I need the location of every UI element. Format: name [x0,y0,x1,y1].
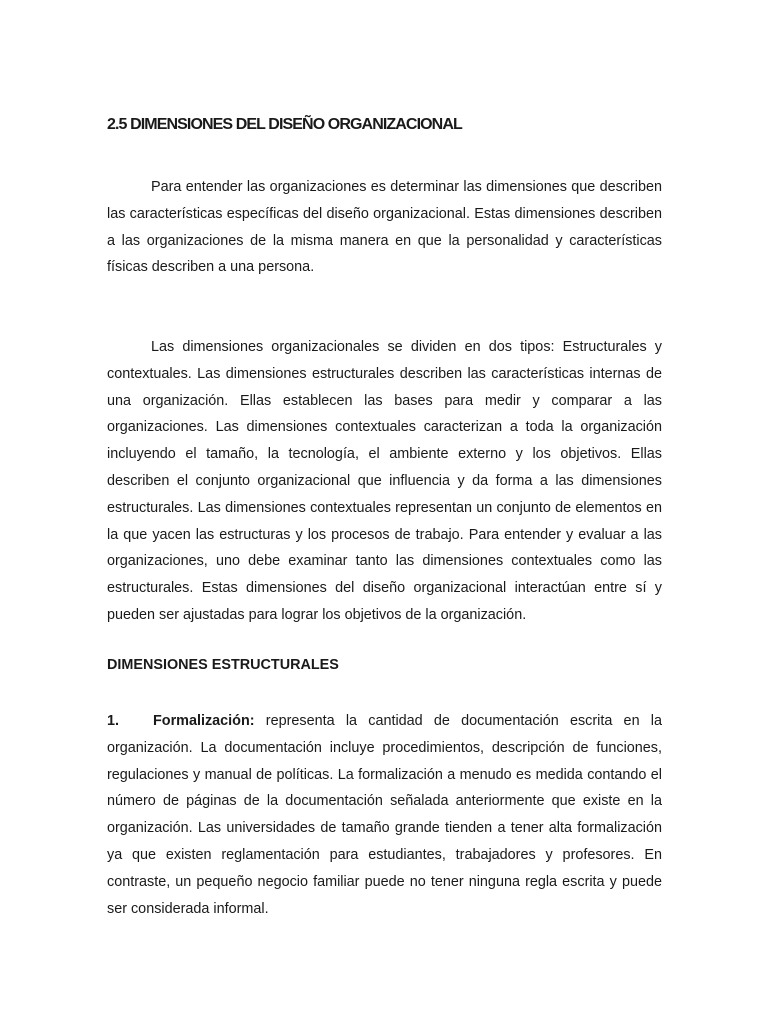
list-item [107,708,662,922]
item-text: representa la cantidad de documentación escrita en la organización. La documentación incluye procedimientos, descripción de funciones, regulaciones y manual de políticas. La formalización a menudo es medida contando el número de páginas de la documentación señalada anteriormente que existe en la organización. Las universidades de tamaño grande tienden a tener alta formalización ya que existen reglamentación para estudiantes, trabajadores y profesores. En contraste, un pequeño negocio familiar puede no tener ninguna regla escrita y puede ser considerada informal. [107,713,662,917]
item-number: 1. [107,713,120,729]
dimensions-paragraph: Las dimensiones organizacionales se dividen en dos tipos: Estructurales y contextuales. Las dimensiones estructurales describen las características internas de una organización. Ellas establecen las bases para medir y comparar a las organizaciones. Las dimensiones contextuales caracterizan a toda la organización incluyendo el tamaño, la tecnología, el ambiente externo y los objetivos. Ellas describen el conjunto organizacional que influencia y da forma a las dimensiones estructurales. Las dimensiones contextuales representan un conjunto de elementos en la que yacen las estructuras y los procesos de trabajo. Para entender y evaluar a las organizaciones, uno debe examinar tanto las dimensiones contextuales como las estructurales. Estas dimensiones del diseño organizacional interactúan entre sí y pueden ser ajustadas para lograr los objetivos de la organización. [107,339,662,623]
intro-paragraph: Para entender las organizaciones es determinar las dimensiones que describen las características específicas del diseño organizacional. Estas dimensiones describen a las organizaciones de la misma manera en que la personalidad y características físicas describen a una persona. [107,179,662,276]
section-heading: DIMENSIONES ESTRUCTURALES [107,657,339,673]
page-title: 2.5 DIMENSIONES DEL DISEÑO ORGANIZACIONAL [107,116,462,133]
item-term: Formalización: [153,713,255,729]
